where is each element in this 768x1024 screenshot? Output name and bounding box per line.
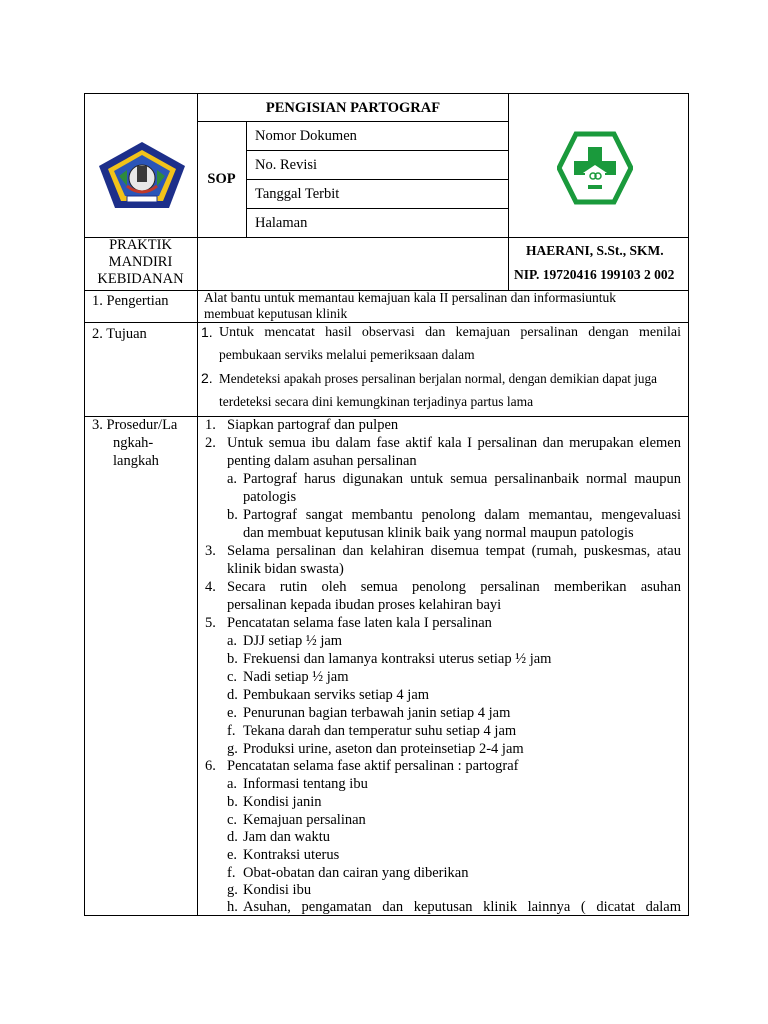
green-cross-logo-icon: [557, 131, 633, 205]
row-line-pengertian: [84, 322, 689, 323]
step-6g-number: g.: [227, 882, 238, 898]
step-4-line-2: persalinan kepada ibudan proses kelahiran bayi: [227, 597, 502, 613]
step-6a-number: a.: [227, 776, 238, 792]
field-nomor-dokumen: Nomor Dokumen: [255, 128, 357, 144]
step-6g-text: Kondisi ibu: [243, 882, 312, 898]
step-5a-number: a.: [227, 633, 238, 649]
step-6a-text: Informasi tentang ibu: [243, 776, 368, 792]
label-prosedur-line-1: 3. Prosedur/La: [92, 417, 178, 433]
step-1-text: Siapkan partograf dan pulpen: [227, 417, 399, 433]
body-column-divider: [197, 290, 198, 916]
label-prosedur-line-3: langkah: [113, 453, 159, 469]
field-line-3: [246, 208, 509, 209]
step-3-line-1: Selama persalinan dan kelahiran disemua tempat (rumah, puskesmas, atau: [227, 543, 681, 559]
step-5g-text: Produksi urine, aseton dan proteinsetiap 2-4 jam: [243, 741, 524, 757]
step-5c-number: c.: [227, 669, 238, 685]
tujuan-item-2-number: 2.: [201, 370, 213, 386]
step-6-number: 6.: [205, 758, 216, 774]
regional-emblem-icon: [97, 140, 187, 210]
org-name-line-1: PRAKTIK: [109, 237, 172, 253]
label-prosedur-line-2: ngkah-: [113, 435, 154, 451]
signer-name: HAERANI, S.St., SKM.: [526, 243, 664, 258]
field-line-1: [246, 150, 509, 151]
pengertian-line-2: membuat keputusan klinik: [204, 306, 348, 321]
step-5e-text: Penurunan bagian terbawah janin setiap 4 jam: [243, 705, 511, 721]
field-halaman: Halaman: [255, 215, 308, 231]
step-4-line-1: Secara rutin oleh semua penolong persalinan memberikan asuhan: [227, 579, 681, 595]
table-border-right: [688, 93, 689, 916]
step-2b-line-1: Partograf sangat membantu penolong dalam memantau, mengevaluasi: [243, 507, 681, 523]
step-2a-line-1: Partograf harus digunakan untuk semua persalinanbaik normal maupun: [243, 471, 681, 487]
step-2a-number: a.: [227, 471, 238, 487]
step-5c-text: Nadi setiap ½ jam: [243, 669, 349, 685]
step-3-line-2: klinik bidan swasta): [227, 561, 344, 577]
step-2b-line-2: dan membuat keputusan klinik baik yang normal maupun patologis: [243, 525, 634, 541]
tujuan-item-1-line-1: Untuk mencatat hasil observasi dan kemajuan persalinan dengan menilai: [219, 325, 681, 340]
step-5-text: Pencatatan selama fase laten kala I persalinan: [227, 615, 492, 631]
step-5b-text: Frekuensi dan lamanya kontraksi uterus setiap ½ jam: [243, 651, 552, 667]
tujuan-item-2-line-2: terdeteksi secara dini kemungkinan terjadinya partus lama: [219, 394, 534, 409]
field-tanggal-terbit: Tanggal Terbit: [255, 186, 340, 202]
header-divider-left: [197, 93, 198, 291]
step-6b-text: Kondisi janin: [243, 794, 322, 810]
header-divider-right: [508, 93, 509, 291]
sop-label: SOP: [207, 171, 236, 187]
label-tujuan: 2. Tujuan: [92, 326, 147, 342]
step-2a-line-2: patologis: [243, 489, 297, 505]
table-border-left: [84, 93, 85, 916]
step-6c-text: Kemajuan persalinan: [243, 812, 366, 828]
step-1-number: 1.: [205, 417, 216, 433]
field-no-revisi: No. Revisi: [255, 157, 318, 173]
step-2-line-2: penting dalam asuhan persalinan: [227, 453, 417, 469]
step-6-text: Pencatatan selama fase aktif persalinan : partograf: [227, 758, 519, 774]
step-3-number: 3.: [205, 543, 216, 559]
step-6f-number: f.: [227, 865, 236, 881]
step-2-line-1: Untuk semua ibu dalam fase aktif kala I persalinan dan merupakan elemen: [227, 435, 681, 451]
tujuan-item-2-line-1: Mendeteksi apakah proses persalinan berjalan normal, dengan demikian dapat juga: [219, 371, 657, 386]
step-6c-number: c.: [227, 812, 238, 828]
step-5f-number: f.: [227, 723, 236, 739]
tujuan-item-1-number: 1.: [201, 324, 213, 340]
org-name-line-2: MANDIRI: [108, 254, 173, 270]
step-6h-number: h.: [227, 899, 238, 915]
step-6d-text: Jam dan waktu: [243, 829, 330, 845]
field-line-2: [246, 179, 509, 180]
step-6e-text: Kontraksi uterus: [243, 847, 340, 863]
step-5d-number: d.: [227, 687, 238, 703]
step-5a-text: DJJ setiap ½ jam: [243, 633, 343, 649]
step-6b-number: b.: [227, 794, 238, 810]
table-border-top: [84, 93, 689, 94]
signer-nip: NIP. 19720416 199103 2 002: [514, 267, 675, 282]
step-5d-text: Pembukaan serviks setiap 4 jam: [243, 687, 430, 703]
org-name-line-3: KEBIDANAN: [97, 271, 184, 287]
step-5g-number: g.: [227, 741, 238, 757]
step-5e-number: e.: [227, 705, 238, 721]
step-6f-text: Obat-obatan dan cairan yang diberikan: [243, 865, 469, 881]
document-title: PENGISIAN PARTOGRAF: [265, 100, 441, 116]
tujuan-item-1-line-2: pembukaan serviks melalui pemeriksaan dalam: [219, 347, 475, 362]
step-6e-number: e.: [227, 847, 238, 863]
step-2b-number: b.: [227, 507, 238, 523]
step-5f-text: Tekana darah dan temperatur suhu setiap 4 jam: [243, 723, 517, 739]
step-4-number: 4.: [205, 579, 216, 595]
pengertian-line-1: Alat bantu untuk memantau kemajuan kala II persalinan dan informasiuntuk: [204, 290, 617, 305]
step-5-number: 5.: [205, 615, 216, 631]
step-6h-text: Asuhan, pengamatan dan keputusan klinik lainnya ( dicatat dalam: [243, 899, 681, 915]
title-row-line: [197, 121, 509, 122]
step-6d-number: d.: [227, 829, 238, 845]
step-5b-number: b.: [227, 651, 238, 667]
step-2-number: 2.: [205, 435, 216, 451]
label-pengertian: 1. Pengertian: [92, 293, 169, 309]
